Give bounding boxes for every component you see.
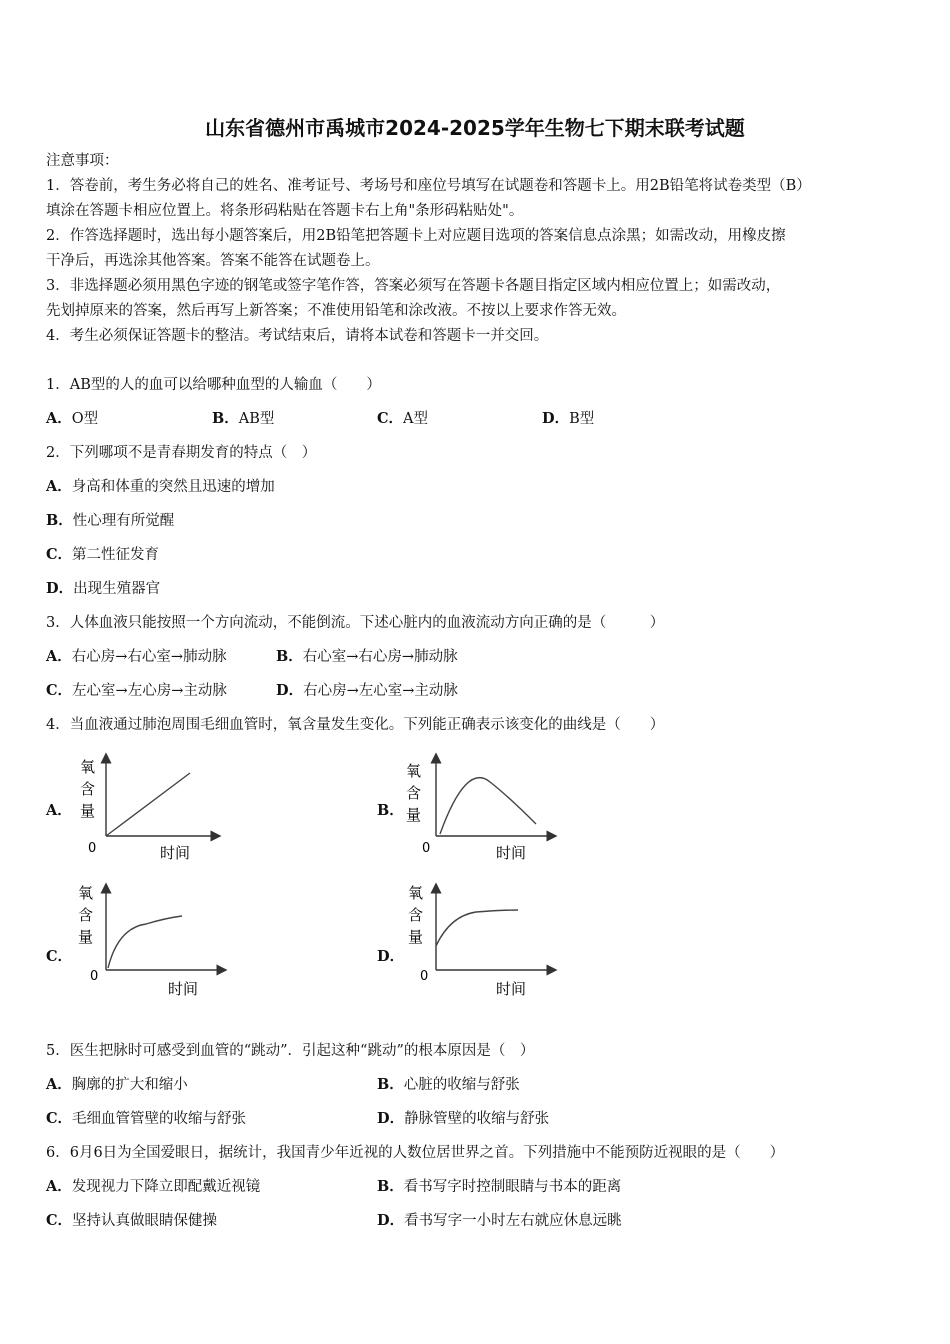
- y-label-1: 氧: [408, 884, 424, 902]
- y-label-2: 含: [78, 906, 94, 924]
- curve-rise-fall: [440, 778, 536, 834]
- page-title: 山东省德州市禹城市2024-2025学年生物七下期末联考试题: [205, 116, 745, 140]
- y-label-3: 量: [406, 806, 422, 824]
- q4-option-a-label[interactable]: A．: [46, 802, 72, 819]
- notice-line-5: 3．非选择题必须用黑色字迹的钢笔或签字笔作答，答案必须写在答题卡各题目指定区域内相应位置上；如需改动，: [46, 278, 781, 294]
- notice-line-3: 2．作答选择题时，选出每小题答案后，用2B铅笔把答题卡上对应题目选项的答案信息点涂黑；如需改动，用橡皮擦: [46, 228, 786, 244]
- q6-option-a[interactable]: A．发现视力下降立即配戴近视镜: [46, 1178, 261, 1195]
- x-label: 时间: [496, 844, 527, 862]
- q6-option-b[interactable]: B．看书写字时控制眼睛与书本的距离: [377, 1178, 622, 1195]
- q4-option-c-label[interactable]: C．: [46, 948, 73, 965]
- x-label: 时间: [168, 980, 199, 998]
- q4-option-d-label[interactable]: D．: [377, 948, 405, 965]
- origin-label: 0: [422, 841, 431, 856]
- q4-graph-c[interactable]: [74, 880, 234, 1004]
- q5-stem: 5．医生把脉时可感受到血管的“跳动”．引起这种“跳动”的根本原因是（ ）: [46, 1043, 535, 1059]
- q4-graph-b[interactable]: [404, 752, 564, 864]
- y-label-1: 氧: [80, 758, 96, 776]
- x-label: 时间: [160, 844, 191, 862]
- y-label-3: 量: [80, 802, 96, 820]
- curve-saturate-from-baseline: [436, 910, 518, 946]
- q6-stem: 6．6月6日为全国爱眼日，据统计，我国青少年近视的人数位居世界之首。下列措施中不能预防近视眼的是（ ）: [46, 1145, 785, 1161]
- q1-option-d[interactable]: D．B型: [542, 410, 595, 427]
- q1-option-c[interactable]: C．A型: [377, 410, 429, 427]
- q5-option-a[interactable]: A．胸廓的扩大和缩小: [46, 1076, 188, 1093]
- q5-option-c[interactable]: C．毛细血管管壁的收缩与舒张: [46, 1110, 247, 1127]
- notice-line-6: 先划掉原来的答案，然后再写上新答案；不准使用铅笔和涂改液。不按以上要求作答无效。: [46, 303, 626, 319]
- q5-option-b[interactable]: B．心脏的收缩与舒张: [377, 1076, 520, 1093]
- y-label-3: 量: [78, 928, 94, 946]
- q6-option-c[interactable]: C．坚持认真做眼睛保健操: [46, 1212, 218, 1229]
- q2-option-a[interactable]: A．身高和体重的突然且迅速的增加: [46, 478, 275, 495]
- x-label: 时间: [496, 980, 527, 998]
- notice-line-2: 填涂在答题卡相应位置上。将条形码粘贴在答题卡右上角"条形码粘贴处"。: [46, 203, 524, 219]
- q1-option-b[interactable]: B．AB型: [212, 410, 275, 427]
- q2-stem: 2．下列哪项不是青春期发育的特点（ ）: [46, 445, 317, 461]
- notice-line-4: 干净后，再选涂其他答案。答案不能答在试题卷上。: [46, 253, 380, 269]
- q3-option-d[interactable]: D．右心房→左心室→主动脉: [276, 682, 458, 699]
- q2-option-c[interactable]: C．第二性征发育: [46, 546, 160, 563]
- y-label-2: 含: [408, 906, 424, 924]
- q5-option-d[interactable]: D．静脉管壁的收缩与舒张: [377, 1110, 550, 1127]
- q1-stem: 1．AB型的人的血可以给哪种血型的人输血（ ）: [46, 377, 381, 393]
- origin-label: 0: [88, 841, 97, 856]
- y-label-1: 氧: [78, 884, 94, 902]
- q4-stem: 4．当血液通过肺泡周围毛细血管时，氧含量发生变化。下列能正确表示该变化的曲线是（ ）: [46, 717, 665, 733]
- q1-option-a[interactable]: A．O型: [46, 410, 99, 427]
- q3-option-c[interactable]: C．左心室→左心房→主动脉: [46, 682, 227, 699]
- q2-option-b[interactable]: B．性心理有所觉醒: [46, 512, 175, 529]
- q4-graph-d[interactable]: [404, 880, 564, 1004]
- y-label-3: 量: [408, 928, 424, 946]
- q3-option-a[interactable]: A．右心房→右心室→肺动脉: [46, 648, 227, 665]
- origin-label: 0: [90, 969, 99, 984]
- notice-heading: 注意事项：: [46, 153, 119, 169]
- y-label-1: 氧: [406, 762, 422, 780]
- y-label-2: 含: [406, 784, 422, 802]
- q4-graph-a[interactable]: [74, 752, 234, 864]
- q6-option-d[interactable]: D．看书写字一小时左右就应休息远眺: [377, 1212, 622, 1229]
- curve-linear: [106, 773, 190, 836]
- origin-label: 0: [420, 969, 429, 984]
- q3-stem: 3．人体血液只能按照一个方向流动，不能倒流。下述心脏内的血液流动方向正确的是（ ）: [46, 615, 665, 631]
- y-label-2: 含: [80, 780, 96, 798]
- q3-option-b[interactable]: B．右心室→右心房→肺动脉: [276, 648, 458, 665]
- curve-saturate-from-zero: [108, 916, 182, 968]
- notice-line-7: 4．考生必须保证答题卡的整洁。考试结束后，请将本试卷和答题卡一并交回。: [46, 328, 549, 344]
- q4-option-b-label[interactable]: B．: [377, 802, 404, 819]
- notice-line-1: 1．答卷前，考生务必将自己的姓名、准考证号、考场号和座位号填写在试题卷和答题卡上。用2B铅笔将试卷类型（B）: [46, 178, 811, 194]
- q2-option-d[interactable]: D．出现生殖器官: [46, 580, 161, 597]
